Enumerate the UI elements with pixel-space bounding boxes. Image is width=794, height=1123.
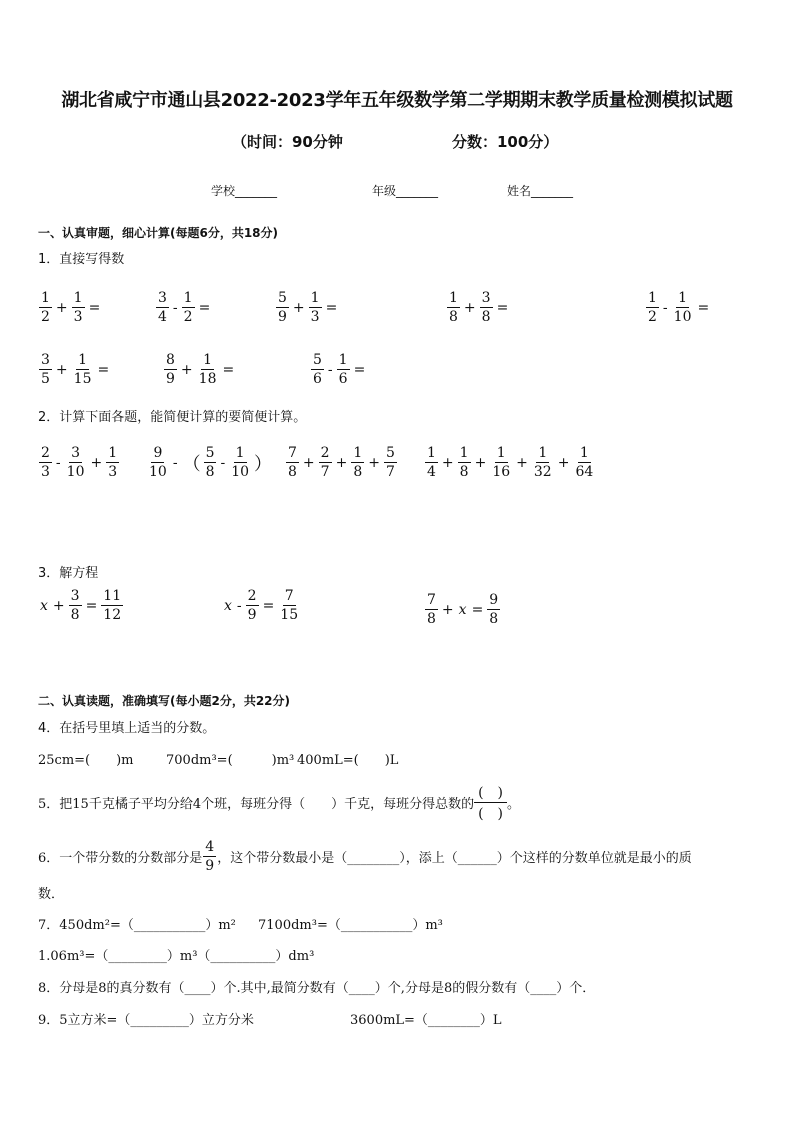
- fraction: [101, 589, 123, 622]
- math-expression: [146, 446, 274, 479]
- numerator: 9: [489, 592, 499, 608]
- fraction: [197, 353, 219, 386]
- fraction: [65, 446, 87, 479]
- math-expression: [310, 353, 368, 386]
- question-6: [38, 840, 692, 873]
- denominator: 2: [183, 309, 193, 325]
- name-field: 姓名_______: [507, 184, 574, 198]
- q9-blank-b[interactable]: 3600mL=（________）L: [350, 1013, 502, 1028]
- fraction: [39, 291, 52, 324]
- fraction: [532, 446, 554, 479]
- operator: -: [172, 299, 178, 316]
- numerator: 1: [108, 445, 118, 461]
- operator: +: [90, 454, 103, 471]
- denominator: 8: [459, 464, 469, 480]
- variable: x: [458, 601, 467, 618]
- q7-blank-a[interactable]: 7．450dm²=（___________）m²: [38, 918, 236, 933]
- denominator: 15: [73, 371, 92, 387]
- q1-expression-1: [38, 287, 103, 324]
- question-8[interactable]: 8．分母是8的真分数有（____）个.其中,最简分数有（____）个,分母是8的假分数有（____）个．: [38, 981, 596, 996]
- denominator: 4: [427, 464, 436, 480]
- operator: =: [88, 299, 101, 316]
- operator: =: [697, 299, 710, 316]
- denominator: 8: [489, 611, 499, 627]
- denominator: 32: [533, 464, 552, 480]
- fraction: [278, 589, 300, 622]
- q1-expression-8: [310, 349, 368, 386]
- denominator: 2: [648, 309, 657, 325]
- fraction: [204, 446, 217, 479]
- fraction: [39, 353, 52, 386]
- q6-text-2[interactable]: ，这个带分数最小是（________），添上（______）个这样的分数单位就是最小的质: [217, 851, 692, 866]
- numerator: 3: [41, 352, 50, 368]
- variable: x: [40, 597, 48, 614]
- q5-denominator: ( ): [478, 806, 504, 822]
- denominator: 3: [310, 309, 320, 325]
- numerator: 3: [70, 588, 80, 604]
- q4-blank-b[interactable]: 700dm³=( )m³: [166, 753, 295, 768]
- numerator: 11: [103, 588, 122, 604]
- denominator: 8: [449, 309, 458, 325]
- q3-equation-2: [222, 589, 301, 622]
- denominator: 3: [73, 309, 83, 325]
- operator: +: [292, 299, 305, 316]
- denominator: 9: [278, 309, 287, 325]
- denominator: 8: [288, 464, 297, 480]
- operator: =: [471, 601, 484, 618]
- q1-expression-6: [38, 349, 112, 386]
- denominator: 4: [158, 309, 167, 325]
- denominator: 3: [41, 464, 50, 480]
- fraction: [309, 291, 322, 324]
- numerator: 7: [427, 592, 436, 608]
- math-expression: [38, 446, 120, 479]
- parenthesis: （: [182, 453, 201, 475]
- operator: +: [55, 299, 68, 316]
- denominator: 6: [338, 371, 348, 387]
- math-expression: [155, 291, 213, 324]
- operator: =: [262, 597, 275, 614]
- q5-fraction-blank[interactable]: [474, 782, 507, 823]
- fraction: [646, 291, 659, 324]
- math-expression: [424, 446, 596, 479]
- operator: +: [463, 299, 476, 316]
- q1-expression-3: [275, 287, 340, 324]
- numerator: 1: [678, 290, 688, 306]
- operator: +: [180, 361, 193, 378]
- operator: +: [516, 454, 528, 471]
- fraction: [246, 589, 259, 622]
- fraction: [164, 353, 177, 386]
- operator: -: [662, 299, 668, 316]
- numerator: 1: [579, 445, 589, 461]
- math-expression: [222, 589, 301, 622]
- fraction: [286, 446, 299, 479]
- numerator: 3: [71, 445, 81, 461]
- q2-expression-2: [146, 442, 274, 479]
- fraction: [672, 291, 694, 324]
- numerator: 2: [320, 445, 330, 461]
- fraction: [72, 353, 94, 386]
- denominator: 8: [205, 464, 215, 480]
- q5-end: 。: [507, 797, 521, 812]
- q6-denominator: 9: [205, 858, 215, 874]
- q7-blank-c[interactable]: 1.06m³=（_________）m³（__________）dm³: [38, 949, 315, 964]
- fraction: [147, 446, 169, 479]
- total-score: 分数：100分）: [452, 133, 559, 151]
- math-expression: [446, 291, 511, 324]
- fraction: [425, 446, 438, 479]
- numerator: 9: [153, 445, 163, 461]
- operator: =: [325, 299, 338, 316]
- operator: -: [327, 361, 333, 378]
- variable: x: [224, 597, 232, 614]
- numerator: 5: [205, 445, 215, 461]
- fraction: [106, 446, 119, 479]
- math-expression: [163, 353, 237, 386]
- q6-text-3: 数．: [38, 887, 65, 902]
- operator: +: [441, 601, 454, 618]
- fraction: [319, 446, 332, 479]
- operator: =: [222, 361, 235, 378]
- fraction: [573, 446, 595, 479]
- numerator: 2: [247, 588, 257, 604]
- operator: +: [441, 454, 454, 471]
- grade-field: 年级_______: [372, 184, 439, 198]
- numerator: 1: [648, 290, 657, 306]
- math-expression: [38, 589, 124, 622]
- q1-expression-4: [446, 287, 511, 324]
- denominator: 10: [231, 464, 250, 480]
- fraction: [480, 291, 493, 324]
- question-3-label: 3．解方程: [38, 566, 99, 581]
- denominator: 18: [198, 371, 217, 387]
- denominator: 8: [70, 607, 80, 623]
- numerator: 1: [73, 290, 83, 306]
- numerator: 1: [310, 290, 320, 306]
- q2-expression-4: [424, 442, 596, 479]
- fraction: [490, 446, 512, 479]
- denominator: 10: [66, 464, 85, 480]
- fraction: [384, 446, 397, 479]
- denominator: 6: [313, 371, 322, 387]
- denominator: 7: [320, 464, 330, 480]
- q5-text[interactable]: 5．把15千克橘子平均分给4个班，每班分得（ ）千克，每班分得总数的: [38, 797, 475, 812]
- numerator: 5: [385, 445, 395, 461]
- q4-blank-a[interactable]: 25cm=( )m: [38, 753, 134, 768]
- operator: +: [368, 454, 380, 471]
- denominator: 8: [481, 309, 491, 325]
- q6-numerator: 4: [205, 839, 215, 855]
- section-1-title: 一、认真审题，细心计算(每题6分，共18分): [38, 226, 279, 240]
- time-limit: （时间：90分钟: [232, 133, 343, 151]
- numerator: 1: [496, 445, 506, 461]
- numerator: 7: [284, 588, 294, 604]
- q2-expression-3: [285, 442, 398, 479]
- numerator: 8: [166, 352, 175, 368]
- numerator: 1: [203, 352, 213, 368]
- operator: -: [172, 454, 178, 471]
- fraction: [229, 446, 251, 479]
- numerator: 3: [158, 290, 167, 306]
- question-4-label: 4．在括号里填上适当的分数。: [38, 721, 216, 736]
- numerator: 5: [278, 290, 287, 306]
- q1-expression-7: [163, 349, 237, 386]
- fraction: [487, 593, 500, 626]
- q1-expression-5: [645, 287, 712, 324]
- fraction: [337, 353, 350, 386]
- numerator: 1: [449, 290, 458, 306]
- q5-numerator: ( ): [474, 782, 507, 803]
- section-2-title: 二、认真读题，准确填写(每小题2分，共22分): [38, 694, 291, 708]
- numerator: 1: [538, 445, 548, 461]
- denominator: 9: [247, 607, 257, 623]
- denominator: 8: [427, 611, 436, 627]
- denominator: 10: [673, 309, 692, 325]
- q6-text-1: 6．一个带分数的分数部分是: [38, 851, 203, 866]
- fraction: [458, 446, 471, 479]
- page-title: 湖北省咸宁市通山县2022-2023学年五年级数学第二学期期末教学质量检测模拟试题: [61, 90, 733, 111]
- q3-equation-3: [424, 589, 501, 626]
- operator: -: [55, 454, 61, 471]
- math-expression: [285, 446, 398, 479]
- fraction: [69, 589, 82, 622]
- fraction: [156, 291, 169, 324]
- operator: =: [353, 361, 366, 378]
- operator: +: [474, 454, 487, 471]
- parenthesis: ）: [254, 453, 273, 475]
- q7-blank-b[interactable]: 7100dm³=（___________）m³: [258, 918, 443, 933]
- operator: +: [335, 454, 348, 471]
- question-1-label: 1．直接写得数: [38, 252, 125, 267]
- school-field: 学校_______: [211, 184, 278, 198]
- operator: +: [557, 454, 570, 471]
- operator: -: [236, 597, 242, 614]
- denominator: 12: [103, 607, 122, 623]
- numerator: 1: [338, 352, 348, 368]
- q2-expression-1: [38, 442, 120, 479]
- q3-equation-1: [38, 589, 124, 622]
- numerator: 1: [235, 445, 245, 461]
- denominator: 16: [492, 464, 511, 480]
- denominator: 64: [575, 464, 594, 480]
- denominator: 2: [41, 309, 50, 325]
- math-expression: [275, 291, 340, 324]
- denominator: 10: [149, 464, 167, 480]
- numerator: 3: [481, 290, 491, 306]
- operator: =: [198, 299, 211, 316]
- numerator: 1: [78, 352, 88, 368]
- denominator: 5: [41, 371, 50, 387]
- question-5: [38, 782, 520, 823]
- numerator: 1: [353, 445, 363, 461]
- denominator: 8: [353, 464, 363, 480]
- operator: +: [302, 454, 315, 471]
- fraction: [311, 353, 324, 386]
- numerator: 1: [183, 290, 193, 306]
- fraction: [447, 291, 460, 324]
- fraction: [425, 593, 438, 626]
- math-expression: [38, 291, 103, 324]
- operator: -: [220, 454, 226, 471]
- fraction: [276, 291, 289, 324]
- math-expression: [38, 353, 112, 386]
- q4-blank-c[interactable]: 400mL=( )L: [297, 753, 399, 768]
- denominator: 15: [280, 607, 299, 623]
- numerator: 1: [427, 445, 436, 461]
- operator: =: [496, 299, 509, 316]
- fraction: [182, 291, 195, 324]
- q1-expression-2: [155, 287, 213, 324]
- denominator: 9: [166, 371, 175, 387]
- math-expression: [645, 291, 712, 324]
- fraction: [39, 446, 52, 479]
- numerator: 1: [41, 290, 50, 306]
- numerator: 2: [41, 445, 50, 461]
- numerator: 5: [313, 352, 322, 368]
- fraction: [72, 291, 85, 324]
- question-2-label: 2．计算下面各题，能简便计算的要简便计算。: [38, 410, 307, 425]
- operator: =: [85, 597, 98, 614]
- operator: +: [55, 361, 68, 378]
- q9-blank-a[interactable]: 9．5立方米=（_________）立方分米: [38, 1013, 254, 1028]
- q6-fraction: [203, 840, 216, 873]
- operator: =: [97, 361, 110, 378]
- denominator: 3: [108, 464, 118, 480]
- math-expression: [424, 593, 501, 626]
- denominator: 7: [385, 464, 395, 480]
- numerator: 7: [288, 445, 297, 461]
- numerator: 1: [459, 445, 469, 461]
- operator: +: [52, 597, 65, 614]
- fraction: [351, 446, 364, 479]
